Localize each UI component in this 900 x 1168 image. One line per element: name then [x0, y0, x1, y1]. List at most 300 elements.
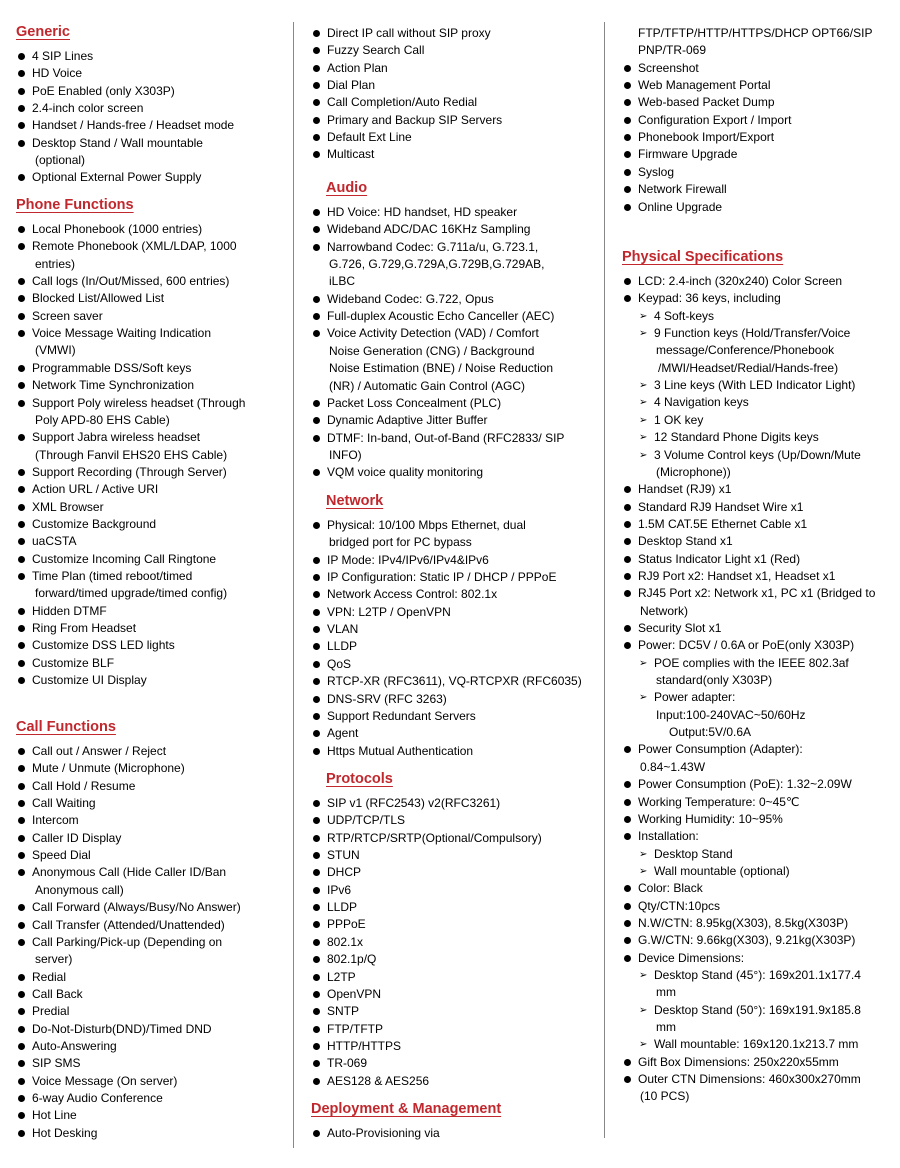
list-item-text: LLDP — [327, 639, 358, 654]
list-item-text: Noise Generation (CNG) / Background — [329, 343, 535, 358]
bullet-icon — [18, 800, 25, 807]
list-item-text: AES128 & AES256 — [327, 1073, 430, 1088]
sub-list-item-text: (Microphone)) — [656, 464, 731, 479]
list-item-text: 0.84~1.43W — [640, 759, 706, 774]
list-item-text: Wideband Codec: G.722, Opus — [327, 291, 494, 306]
bullet-icon — [18, 748, 25, 755]
list-item-text: PPPoE — [327, 917, 366, 932]
list-item-text: Gift Box Dimensions: 250x220x55mm — [638, 1054, 839, 1069]
list-item-text: PoE Enabled (only X303P) — [32, 83, 175, 98]
bullet-icon — [18, 1026, 25, 1033]
bullet-icon — [18, 174, 25, 181]
arrow-bullet-icon: ➢ — [639, 449, 648, 461]
list-item-text: OpenVPN — [327, 986, 382, 1001]
bullet-icon — [313, 574, 320, 581]
arrow-bullet-icon: ➢ — [639, 397, 648, 409]
bullet-icon — [624, 816, 631, 823]
bullet-icon — [313, 678, 320, 685]
list-item-text: Call Parking/Pick-up (Depending on — [32, 934, 223, 949]
bullet-icon — [18, 1043, 25, 1050]
bullet-icon — [624, 955, 631, 962]
column-divider — [604, 22, 605, 1138]
list-item-text: Support Jabra wireless headset — [32, 430, 201, 445]
bullet-icon — [18, 295, 25, 302]
list-item-text: QoS — [327, 656, 352, 671]
bullet-icon — [313, 748, 320, 755]
arrow-bullet-icon: ➢ — [639, 1004, 648, 1016]
sub-list-item-text: Desktop Stand (45°): 169x201.1x177.4 — [654, 968, 861, 982]
list-item-text: FTP/TFTP — [327, 1021, 383, 1036]
bullet-icon — [18, 469, 25, 476]
list-item-text: Network Firewall — [638, 182, 727, 197]
list-item-text: STUN — [327, 848, 360, 863]
bullet-icon — [313, 1078, 320, 1085]
arrow-bullet-icon: ➢ — [639, 1039, 648, 1051]
list-item-text: Mute / Unmute (Microphone) — [32, 761, 185, 776]
list-item-text: Optional External Power Supply — [32, 170, 202, 185]
list-item-text: (VMWI) — [35, 343, 76, 358]
bullet-icon — [18, 122, 25, 129]
bullet-icon — [624, 746, 631, 753]
bullet-icon — [624, 204, 631, 211]
bullet-icon — [624, 573, 631, 580]
list-item-text: Voice Activity Detection (VAD) / Comfort — [327, 326, 539, 341]
list-item-text: DHCP — [327, 865, 362, 880]
sub-list-item-text: Wall mountable: 169x120.1x213.7 mm — [654, 1037, 859, 1052]
list-item-text: Caller ID Display — [32, 830, 122, 845]
bullet-icon — [313, 991, 320, 998]
list-item-text: SIP v1 (RFC2543) v2(RFC3261) — [327, 796, 501, 810]
list-item-text: Default Ext Line — [327, 130, 412, 145]
list-item-text: Status Indicator Light x1 (Red) — [638, 551, 801, 566]
list-item-text: RJ9 Port x2: Handset x1, Headset x1 — [638, 568, 836, 583]
bullet-icon — [313, 99, 320, 106]
list-item-text: Security Slot x1 — [638, 621, 722, 635]
bullet-icon — [18, 434, 25, 441]
bullet-icon — [313, 800, 320, 807]
bullet-icon — [624, 885, 631, 892]
bullet-icon — [313, 226, 320, 233]
arrow-bullet-icon: ➢ — [639, 380, 648, 392]
list-item-text: HTTP/HTTPS — [327, 1038, 401, 1053]
list-item-text: HD Voice — [32, 66, 83, 81]
sub-list-item-text: Wall mountable (optional) — [654, 863, 790, 878]
list-item-text: Device Dimensions: — [638, 950, 745, 965]
list-item-text: Desktop Stand / Wall mountable — [32, 135, 203, 150]
list-item-text: (Through Fanvil EHS20 EHS Cable) — [35, 447, 228, 462]
section-heading: Physical Specifications — [622, 249, 784, 265]
bullet-icon — [313, 1008, 320, 1015]
bullet-icon — [18, 365, 25, 372]
bullet-icon — [624, 504, 631, 511]
list-item-text: Voice Message Waiting Indication — [32, 326, 211, 341]
bullet-icon — [313, 117, 320, 124]
list-item-text: Web-based Packet Dump — [638, 95, 775, 110]
bullet-icon — [624, 186, 631, 193]
bullet-icon — [624, 278, 631, 285]
section-heading: Deployment & Management — [311, 1101, 502, 1117]
list-item-text: 1.5M CAT.5E Ethernet Cable x1 — [638, 516, 808, 531]
list-item-text: Dial Plan — [327, 78, 376, 93]
list-item-text: (10 PCS) — [640, 1089, 690, 1104]
bullet-icon — [18, 88, 25, 95]
bullet-icon — [313, 313, 320, 320]
list-item-text: Noise Estimation (BNE) / Noise Reduction — [329, 361, 554, 376]
bullet-icon — [18, 382, 25, 389]
list-item-text: Call Back — [32, 986, 83, 1001]
list-item-text: SIP SMS — [32, 1056, 81, 1071]
bullet-icon — [18, 556, 25, 563]
bullet-icon — [18, 521, 25, 528]
list-item-text: DNS-SRV (RFC 3263) — [327, 691, 447, 706]
bullet-icon — [313, 296, 320, 303]
bullet-icon — [313, 469, 320, 476]
list-item-text: (NR) / Automatic Gain Control (AGC) — [329, 378, 526, 393]
list-item-text: Dynamic Adaptive Jitter Buffer — [327, 413, 488, 428]
arrow-bullet-icon: ➢ — [639, 692, 648, 704]
arrow-bullet-icon: ➢ — [639, 865, 648, 877]
bullet-icon — [18, 243, 25, 250]
list-item-text: Customize Background — [32, 516, 157, 531]
list-item-text: Direct IP call without SIP proxy — [327, 26, 491, 40]
list-item-text: FTP/TFTP/HTTP/HTTPS/DHCP OPT66/SIP — [638, 26, 873, 40]
sub-list-item-text: Power adapter: — [654, 690, 736, 705]
bullet-icon — [313, 643, 320, 650]
list-item-text: Web Management Portal — [638, 78, 771, 93]
bullet-icon — [313, 1043, 320, 1050]
list-item-text: G.W/CTN: 9.66kg(X303), 9.21kg(X303P) — [638, 933, 856, 948]
list-item-text: 2.4-inch color screen — [32, 101, 144, 116]
list-item-text: Agent — [327, 726, 359, 741]
section-heading: Phone Functions — [16, 197, 134, 213]
bullet-icon — [18, 1130, 25, 1137]
list-item-text: Customize BLF — [32, 655, 115, 670]
list-item-text: Call Completion/Auto Redial — [327, 95, 478, 110]
bullet-icon — [18, 835, 25, 842]
bullet-icon — [18, 922, 25, 929]
arrow-bullet-icon: ➢ — [639, 432, 648, 444]
list-item-text: uaCSTA — [32, 534, 77, 549]
list-item-text: Call Transfer (Attended/Unattended) — [32, 917, 225, 932]
list-item-text: Online Upgrade — [638, 199, 723, 214]
bullet-icon — [313, 956, 320, 963]
list-item-text: Call out / Answer / Reject — [32, 744, 167, 758]
list-item-text: Time Plan (timed reboot/timed — [32, 569, 193, 583]
bullet-icon — [18, 400, 25, 407]
bullet-icon — [18, 642, 25, 649]
bullet-icon — [624, 642, 631, 649]
list-item-text: Redial — [32, 969, 67, 984]
list-item-text: 4 SIP Lines — [32, 49, 94, 63]
bullet-icon — [313, 435, 320, 442]
bullet-icon — [313, 30, 320, 37]
list-item-text: iLBC — [329, 274, 356, 289]
list-item-text: LCD: 2.4-inch (320x240) Color Screen — [638, 274, 843, 288]
bullet-icon — [18, 1095, 25, 1102]
bullet-icon — [18, 869, 25, 876]
arrow-bullet-icon: ➢ — [639, 414, 648, 426]
list-item-text: Hidden DTMF — [32, 603, 107, 618]
sub-list-item-text: Desktop Stand (50°): 169x191.9x185.8 — [654, 1002, 861, 1017]
bullet-icon — [313, 609, 320, 616]
bullet-icon — [624, 1059, 631, 1066]
list-item-text: Speed Dial — [32, 848, 91, 863]
list-item-text: Intercom — [32, 813, 79, 828]
list-item-text: Action URL / Active URI — [32, 482, 159, 497]
bullet-icon — [18, 53, 25, 60]
list-item-text: N.W/CTN: 8.95kg(X303), 8.5kg(X303P) — [638, 915, 849, 930]
bullet-icon — [18, 677, 25, 684]
sub-list-item-text: mm — [656, 985, 676, 1000]
list-item-text: (optional) — [35, 153, 86, 168]
bullet-icon — [313, 591, 320, 598]
bullet-icon — [624, 799, 631, 806]
bullet-icon — [313, 817, 320, 824]
list-item-text: Power: DC5V / 0.6A or PoE(only X303P) — [638, 638, 855, 653]
list-item-text: Power Consumption (Adapter): — [638, 742, 803, 757]
bullet-icon — [313, 730, 320, 737]
list-item-text: RTP/RTCP/SRTP(Optional/Compulsory) — [327, 830, 542, 845]
bullet-icon — [313, 869, 320, 876]
bullet-icon — [313, 65, 320, 72]
list-item-text: DTMF: In-band, Out-of-Band (RFC2833/ SIP — [327, 430, 565, 445]
list-item-text: Auto-Answering — [32, 1038, 117, 1053]
list-item-text: Do-Not-Disturb(DND)/Timed DND — [32, 1021, 212, 1036]
bullet-icon — [18, 991, 25, 998]
list-item-text: SNTP — [327, 1004, 360, 1019]
list-item-text: 6-way Audio Conference — [32, 1091, 163, 1105]
bullet-icon — [313, 47, 320, 54]
bullet-icon — [624, 590, 631, 597]
bullet-icon — [624, 937, 631, 944]
bullet-icon — [313, 400, 320, 407]
list-item-text: Configuration Export / Import — [638, 112, 792, 127]
list-item-text: Customize Incoming Call Ringtone — [32, 551, 217, 566]
bullet-icon — [18, 625, 25, 632]
bullet-icon — [624, 486, 631, 493]
sub-list-item-text: 3 Volume Control keys (Up/Down/Mute — [654, 447, 861, 462]
list-item-text: Packet Loss Concealment (PLC) — [327, 395, 502, 410]
sub-list-item-text: 1 OK key — [654, 412, 704, 427]
list-item-text: Customize UI Display — [32, 673, 147, 688]
list-item-text: Ring From Headset — [32, 621, 137, 636]
list-item-text: entries) — [35, 256, 76, 271]
bullet-icon — [18, 974, 25, 981]
list-item-text: Desktop Stand x1 — [638, 534, 733, 549]
list-item-text: HD Voice: HD handset, HD speaker — [327, 205, 518, 219]
bullet-icon — [18, 939, 25, 946]
sub-list-item-text: message/Conference/Phonebook — [656, 343, 835, 358]
bullet-icon — [313, 1026, 320, 1033]
list-item-text: Anonymous call) — [35, 882, 124, 897]
sub-list-item-text: Output:5V/0.6A — [669, 725, 752, 740]
bullet-icon — [624, 117, 631, 124]
list-item-text: Firmware Upgrade — [638, 147, 738, 162]
list-item-text: Working Temperature: 0~45℃ — [638, 794, 800, 809]
sub-list-item-text: 12 Standard Phone Digits keys — [654, 430, 819, 445]
list-item-text: VPN: L2TP / OpenVPN — [327, 604, 451, 619]
bullet-icon — [313, 939, 320, 946]
bullet-icon — [624, 99, 631, 106]
bullet-icon — [18, 573, 25, 580]
bullet-icon — [313, 887, 320, 894]
list-item-text: Support Recording (Through Server) — [32, 464, 227, 479]
list-item-text: server) — [35, 952, 73, 967]
arrow-bullet-icon: ➢ — [639, 848, 648, 860]
list-item-text: IP Configuration: Static IP / DHCP / PPPoE — [327, 570, 557, 585]
bullet-icon — [18, 765, 25, 772]
arrow-bullet-icon: ➢ — [639, 310, 648, 322]
sub-list-item-text: POE complies with the IEEE 802.3af — [654, 655, 849, 670]
list-item-text: Voice Message (On server) — [32, 1073, 178, 1088]
list-item-text: G.726, G.729,G.729A,G.729B,G.729AB, — [329, 257, 545, 272]
sub-list-item-text: Input:100-240VAC~50/60Hz — [656, 707, 806, 722]
list-item-text: Hot Line — [32, 1108, 77, 1123]
list-item-text: Support Redundant Servers — [327, 708, 476, 723]
bullet-icon — [313, 974, 320, 981]
list-item-text: Phonebook Import/Export — [638, 130, 775, 145]
bullet-icon — [313, 661, 320, 668]
bullet-icon — [624, 833, 631, 840]
list-item-text: Color: Black — [638, 881, 703, 896]
list-item-text: Narrowband Codec: G.711a/u, G.723.1, — [327, 239, 539, 254]
list-item-text: Full-duplex Acoustic Echo Canceller (AEC) — [327, 309, 555, 324]
bullet-icon — [313, 921, 320, 928]
list-item-text: LLDP — [327, 900, 358, 915]
list-item-text: UDP/TCP/TLS — [327, 813, 406, 828]
bullet-icon — [18, 817, 25, 824]
list-item-text: Call Forward (Always/Busy/No Answer) — [32, 900, 241, 915]
bullet-icon — [18, 783, 25, 790]
section-heading: Audio — [326, 180, 368, 196]
list-item-text: PNP/TR-069 — [638, 43, 707, 58]
section-heading: Call Functions — [16, 719, 116, 735]
bullet-icon — [313, 626, 320, 633]
list-item-text: Working Humidity: 10~95% — [638, 811, 783, 826]
list-item-text: bridged port for PC bypass — [329, 535, 472, 550]
list-item-text: Call Hold / Resume — [32, 778, 136, 793]
bullet-icon — [18, 140, 25, 147]
list-item-text: IPv6 — [327, 882, 352, 897]
list-item-text: Local Phonebook (1000 entries) — [32, 222, 203, 236]
list-item-text: Screenshot — [638, 60, 699, 75]
bullet-icon — [313, 696, 320, 703]
list-item-text: Programmable DSS/Soft keys — [32, 360, 192, 375]
bullet-icon — [313, 557, 320, 564]
sub-list-item-text: /MWI/Headset/Redial/Hands-free) — [658, 360, 839, 375]
list-item-text: TR-069 — [327, 1056, 368, 1071]
section-heading: Network — [326, 493, 384, 509]
list-item-text: Hot Desking — [32, 1125, 98, 1140]
list-item-text: Action Plan — [327, 60, 388, 75]
list-item-text: Installation: — [638, 829, 699, 844]
list-item-text: Handset (RJ9) x1 — [638, 482, 732, 497]
list-item-text: Predial — [32, 1004, 70, 1019]
list-item-text: Customize DSS LED lights — [32, 638, 175, 653]
bullet-icon — [18, 70, 25, 77]
bullet-icon — [18, 660, 25, 667]
bullet-icon — [18, 1008, 25, 1015]
bullet-icon — [18, 1078, 25, 1085]
bullet-icon — [313, 134, 320, 141]
list-item-text: IP Mode: IPv4/IPv6/IPv4&IPv6 — [327, 552, 489, 567]
list-item-text: Network Time Synchronization — [32, 378, 195, 393]
list-item-text: 802.1p/Q — [327, 952, 377, 967]
sub-list-item-text: standard(only X303P) — [656, 673, 773, 688]
bullet-icon — [624, 134, 631, 141]
bullet-icon — [624, 556, 631, 563]
bullet-icon — [18, 538, 25, 545]
bullet-icon — [624, 1076, 631, 1083]
list-item-text: Fuzzy Search Call — [327, 43, 425, 58]
list-item-text: Call logs (In/Out/Missed, 600 entries) — [32, 274, 230, 289]
sub-list-item-text: 9 Function keys (Hold/Transfer/Voice — [654, 326, 851, 341]
bullet-icon — [624, 82, 631, 89]
list-item-text: Auto-Provisioning via — [327, 1126, 440, 1140]
section-heading: Protocols — [326, 771, 393, 787]
bullet-icon — [313, 713, 320, 720]
bullet-icon — [18, 226, 25, 233]
list-item-text: Standard RJ9 Handset Wire x1 — [638, 499, 804, 514]
bullet-icon — [624, 920, 631, 927]
bullet-icon — [313, 522, 320, 529]
list-item-text: Syslog — [638, 164, 675, 179]
bullet-icon — [624, 295, 631, 302]
bullet-icon — [624, 625, 631, 632]
bullet-icon — [624, 169, 631, 176]
list-item-text: Remote Phonebook (XML/LDAP, 1000 — [32, 239, 237, 254]
bullet-icon — [624, 151, 631, 158]
list-item-text: Network Access Control: 802.1x — [327, 587, 498, 602]
bullet-icon — [313, 1060, 320, 1067]
list-item-text: XML Browser — [32, 499, 104, 514]
list-item-text: Handset / Hands-free / Headset mode — [32, 118, 235, 133]
bullet-icon — [18, 486, 25, 493]
bullet-icon — [313, 417, 320, 424]
list-item-text: Wideband ADC/DAC 16KHz Sampling — [327, 222, 531, 237]
bullet-icon — [18, 1060, 25, 1067]
bullet-icon — [18, 105, 25, 112]
list-item-text: Power Consumption (PoE): 1.32~2.09W — [638, 777, 852, 792]
bullet-icon — [624, 781, 631, 788]
list-item-text: Qty/CTN:10pcs — [638, 898, 721, 913]
section-heading: Generic — [16, 24, 70, 40]
bullet-icon — [18, 278, 25, 285]
bullet-icon — [624, 903, 631, 910]
bullet-icon — [313, 244, 320, 251]
arrow-bullet-icon: ➢ — [639, 657, 648, 669]
bullet-icon — [313, 852, 320, 859]
sub-list-item-text: 3 Line keys (With LED Indicator Light) — [654, 378, 856, 393]
list-item-text: Poly APD-80 EHS Cable) — [35, 412, 170, 427]
list-item-text: Call Waiting — [32, 796, 96, 811]
list-item-text: RTCP-XR (RFC3611), VQ-RTCPXR (RFC6035) — [327, 674, 582, 689]
list-item-text: VLAN — [327, 622, 359, 637]
bullet-icon — [313, 82, 320, 89]
sub-list-item-text: 4 Soft-keys — [654, 308, 715, 323]
list-item-text: Multicast — [327, 147, 375, 162]
bullet-icon — [18, 1112, 25, 1119]
bullet-icon — [313, 330, 320, 337]
list-item-text: Keypad: 36 keys, including — [638, 291, 781, 306]
bullet-icon — [18, 330, 25, 337]
list-item-text: Network) — [640, 603, 689, 618]
sub-list-item-text: mm — [656, 1020, 676, 1035]
list-item-text: Blocked List/Allowed List — [32, 291, 165, 306]
bullet-icon — [313, 835, 320, 842]
list-item-text: RJ45 Port x2: Network x1, PC x1 (Bridged to — [638, 586, 876, 601]
list-item-text: Physical: 10/100 Mbps Ethernet, dual — [327, 518, 526, 532]
